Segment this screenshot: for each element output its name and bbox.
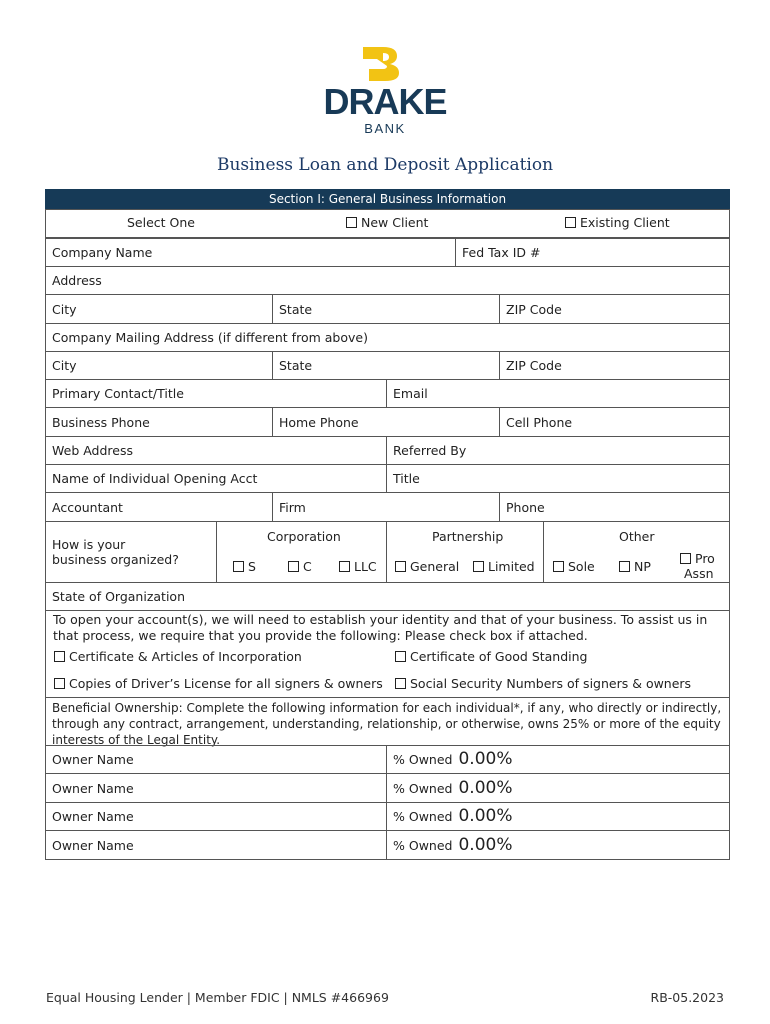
ssn-checkbox[interactable] [395, 678, 406, 689]
assn-label: Assn [684, 566, 714, 581]
option-limited[interactable] [473, 559, 535, 574]
company-name-field[interactable]: Company Name [45, 238, 456, 267]
owner-pct-field[interactable] [386, 830, 730, 860]
drake-logo-mark [363, 47, 407, 81]
sole-checkbox[interactable] [553, 561, 564, 572]
option-c[interactable] [288, 559, 312, 574]
section-header: Section I: General Business Information [45, 189, 730, 209]
org-question [45, 521, 217, 583]
drivers-license-label: Copies of Driver’s License for all signers & owners [69, 676, 383, 691]
individual-opening-field[interactable]: Name of Individual Opening Acct [45, 464, 387, 493]
option-llc[interactable] [339, 559, 377, 574]
cert-articles-checkbox[interactable] [54, 651, 65, 662]
referred-by-field[interactable]: Referred By [386, 436, 730, 465]
option-sole[interactable] [553, 559, 595, 574]
business-phone-field[interactable]: Business Phone [45, 407, 273, 437]
home-phone-field[interactable]: Home Phone [272, 407, 500, 437]
pro-label: Pro [695, 551, 715, 566]
good-standing-checkbox[interactable] [395, 651, 406, 662]
s-label: S [248, 559, 256, 574]
sole-label: Sole [568, 559, 595, 574]
option-s[interactable] [233, 559, 256, 574]
s-checkbox[interactable] [233, 561, 244, 572]
owner-pct-field[interactable] [386, 745, 730, 774]
drivers-license-checkbox[interactable] [54, 678, 65, 689]
pct-value: 0.00% [458, 749, 513, 769]
np-checkbox[interactable] [619, 561, 630, 572]
c-label: C [303, 559, 312, 574]
good-standing-option[interactable] [395, 649, 588, 664]
address-field[interactable]: Address [45, 266, 730, 295]
footer-disclosures: Equal Housing Lender | Member FDIC | NMLS #466969 [46, 990, 389, 1005]
cert-articles-option[interactable] [54, 649, 302, 664]
np-label: NP [634, 559, 651, 574]
firm-field[interactable]: Firm [272, 492, 500, 522]
new-client-label: New Client [361, 215, 429, 230]
zip-field[interactable]: ZIP Code [499, 294, 730, 324]
web-address-field[interactable]: Web Address [45, 436, 387, 465]
owner-name-field[interactable]: Owner Name [45, 830, 387, 860]
owner-name-field[interactable]: Owner Name [45, 745, 387, 774]
mailing-zip-field[interactable]: ZIP Code [499, 351, 730, 380]
existing-client-checkbox[interactable] [565, 217, 576, 228]
new-client-checkbox[interactable] [346, 217, 357, 228]
beneficial-label: Beneficial Ownership: [52, 701, 183, 715]
cell-phone-field[interactable]: Cell Phone [499, 407, 730, 437]
pct-label: % Owned [393, 780, 453, 796]
limited-checkbox[interactable] [473, 561, 484, 572]
owner-name-field[interactable]: Owner Name [45, 773, 387, 803]
ssn-option[interactable] [395, 676, 691, 691]
pct-value: 0.00% [458, 806, 513, 826]
select-one-label: Select One [127, 215, 195, 230]
general-label: General [410, 559, 460, 574]
beneficial-ownership [45, 697, 730, 746]
identity-intro: To open your account(s), we will need to establish your identity and that of your business. To assist us in that process, we require that you provide the following: Please check box if attached. [53, 612, 708, 643]
beneficial-body: Complete the following information for each individual*, if any, who directly or indirectly, through any contract, arrangement, understanding, relationship, or otherwise, owns 25% or more of the equity interests of the Legal Entity. [52, 701, 722, 747]
llc-checkbox[interactable] [339, 561, 350, 572]
other-heading: Other [619, 529, 655, 544]
cert-articles-label: Certificate & Articles of Incorporation [69, 649, 302, 664]
form-code: RB-05.2023 [650, 990, 724, 1005]
ssn-label: Social Security Numbers of signers & owners [410, 676, 692, 691]
org-question-text: How is your business organized? [52, 537, 179, 567]
general-checkbox[interactable] [395, 561, 406, 572]
pct-label: % Owned [393, 752, 453, 767]
beneficial-text [52, 700, 723, 748]
pct-label: % Owned [393, 837, 453, 853]
primary-contact-field[interactable]: Primary Contact/Title [45, 379, 387, 408]
existing-client-label: Existing Client [580, 215, 670, 230]
logo-subtitle: BANK [364, 121, 406, 136]
pro-assn-checkbox[interactable] [680, 553, 691, 564]
drivers-license-option[interactable] [54, 676, 383, 691]
state-field[interactable]: State [272, 294, 500, 324]
option-np[interactable] [619, 559, 651, 574]
mailing-city-field[interactable]: City [45, 351, 273, 380]
partnership-heading: Partnership [432, 529, 504, 544]
owner-name-field[interactable]: Owner Name [45, 802, 387, 831]
new-client-option[interactable] [346, 215, 428, 230]
title-field[interactable]: Title [386, 464, 730, 493]
mailing-state-field[interactable]: State [272, 351, 500, 380]
good-standing-label: Certificate of Good Standing [410, 649, 588, 664]
accountant-phone-field[interactable]: Phone [499, 492, 730, 522]
mailing-address-field[interactable]: Company Mailing Address (if different from above) [45, 323, 730, 352]
owner-pct-field[interactable] [386, 802, 730, 831]
llc-label: LLC [354, 559, 377, 574]
logo-wordmark: DRAKE [323, 81, 447, 122]
option-general[interactable] [395, 559, 459, 574]
existing-client-option[interactable] [565, 215, 670, 230]
state-of-org-field[interactable]: State of Organization [45, 582, 730, 611]
pct-value: 0.00% [458, 777, 513, 798]
owner-pct-field[interactable] [386, 773, 730, 803]
pct-label: % Owned [393, 809, 453, 824]
pct-value: 0.00% [458, 834, 513, 855]
limited-label: Limited [488, 559, 535, 574]
corporation-heading: Corporation [267, 529, 341, 544]
page-title: Business Loan and Deposit Application [216, 155, 554, 175]
c-checkbox[interactable] [288, 561, 299, 572]
option-pro-assn[interactable] [680, 551, 715, 566]
accountant-field[interactable]: Accountant [45, 492, 273, 522]
city-field[interactable]: City [45, 294, 273, 324]
fed-tax-id-field[interactable]: Fed Tax ID # [455, 238, 730, 267]
email-field[interactable]: Email [386, 379, 730, 408]
